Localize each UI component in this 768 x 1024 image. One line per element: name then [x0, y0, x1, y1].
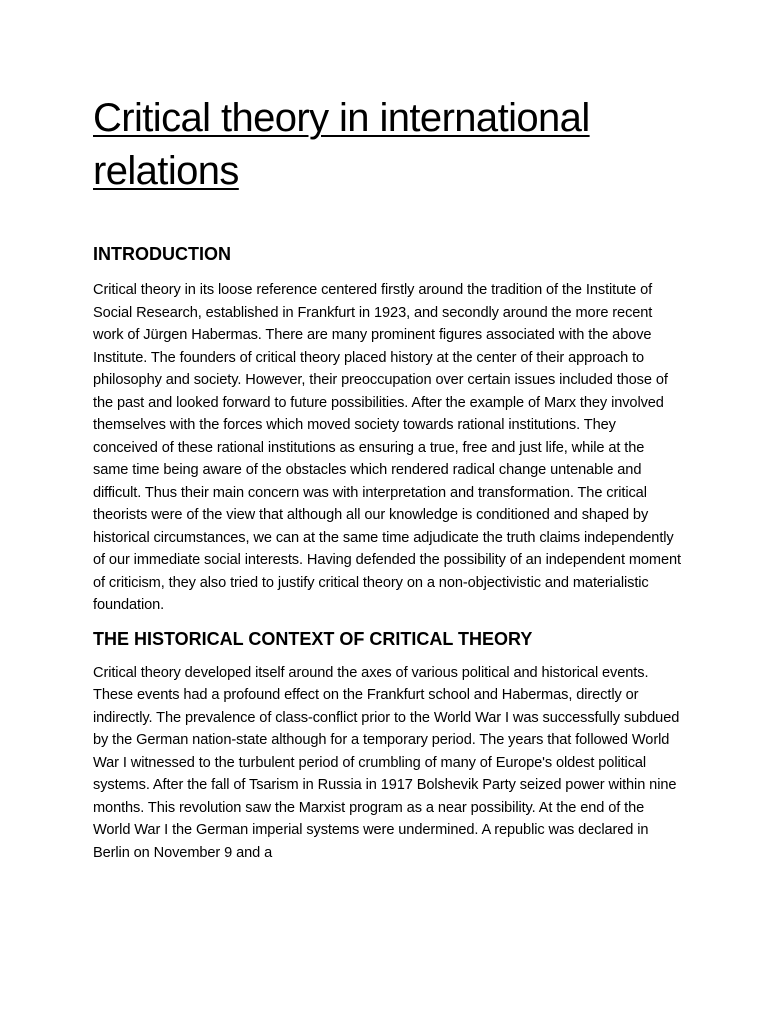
document-page [93, 92, 683, 864]
section-heading-introduction: INTRODUCTION [93, 244, 231, 264]
section-body-introduction: Critical theory in its loose reference centered firstly around the tradition of the Institute of Social Research, established in Frankfurt in 1923, and secondly around the more recent work of Jürgen Habermas. There are many prominent figures associated with the above Institute. The founders of critical theory placed history at the center of their approach to philosophy and society. However, their preoccupation over certain issues included those of the past and looked forward to future possibilities. After the example of Marx they involved themselves with the forces which moved society towards rational institutions. They conceived of these rational institutions as ensuring a true, free and just life, while at the same time being aware of the obstacles which rendered radical change untenable and difficult. Thus their main concern was with interpretation and transformation. The critical theorists were of the view that although all our knowledge is conditioned and shaped by historical circumstances, we can at the same time adjudicate the truth claims independently of our immediate social interests. Having defended the possibility of an independent moment of criticism, they also tried to justify critical theory on a non-objectivistic and materialistic foundation. [93, 282, 681, 613]
section-heading-historical-context: THE HISTORICAL CONTEXT OF CRITICAL THEORY [93, 628, 533, 649]
document-title: Critical theory in international relations [93, 96, 590, 193]
section-body-historical-context: Critical theory developed itself around the axes of various political and historical events. These events had a profound effect on the Frankfurt school and Habermas, directly or indirectly. The prevalence of class-conflict prior to the World War I was successfully subdued by the German nation-state although for a temporary period. The years that followed World War I witnessed to the turbulent period of crumbling of many of Europe's oldest political systems. After the fall of Tsarism in Russia in 1917 Bolshevik Party seized power within nine months. This revolution saw the Marxist program as a near possibility. At the end of the World War I the German imperial systems were undermined. A republic was declared in Berlin on November 9 and a [93, 664, 680, 861]
